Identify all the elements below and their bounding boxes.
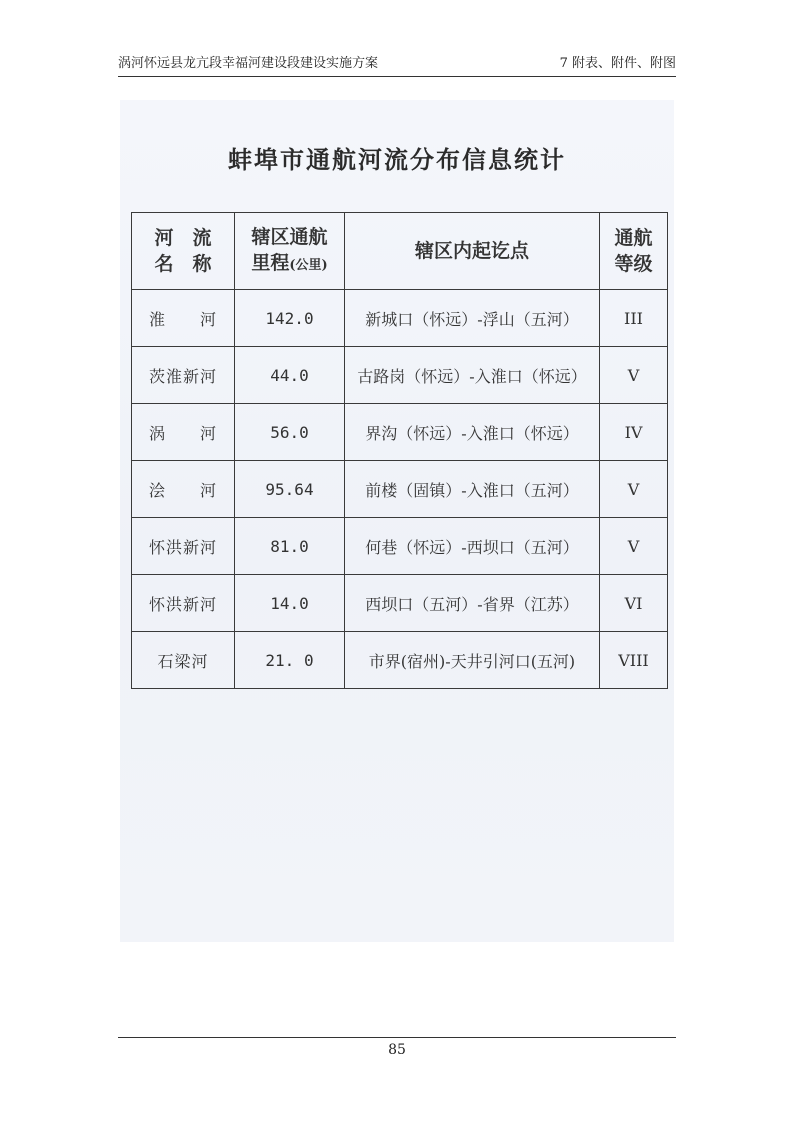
range-cell: 何巷（怀远）-西坝口（五河） bbox=[345, 518, 600, 575]
mileage-cell: 56.0 bbox=[235, 404, 345, 461]
mileage-cell: 81.0 bbox=[235, 518, 345, 575]
header-range: 辖区内起讫点 bbox=[345, 213, 600, 290]
river-table bbox=[131, 212, 668, 689]
table-title: 蚌埠市通航河流分布信息统计 bbox=[228, 145, 566, 174]
level-cell: V bbox=[600, 518, 668, 575]
header-mileage-line1: 辖区通航 bbox=[251, 225, 328, 248]
range-cell: 前楼（固镇）-入淮口（五河） bbox=[345, 461, 600, 518]
range-cell: 西坝口（五河）-省界（江苏） bbox=[345, 575, 600, 632]
mileage-cell: 21. 0 bbox=[235, 632, 345, 689]
header-section-title: 7 附表、附件、附图 bbox=[559, 56, 676, 71]
header-mileage-line2 bbox=[235, 250, 344, 279]
table-row bbox=[132, 518, 668, 575]
level-cell: V bbox=[600, 347, 668, 404]
table-row bbox=[132, 632, 668, 689]
range-cell: 市界(宿州)-天井引河口(五河) bbox=[345, 632, 600, 689]
mileage-cell: 14.0 bbox=[235, 575, 345, 632]
river-name-cell: 淮 河 bbox=[132, 290, 235, 347]
level-cell: V bbox=[600, 461, 668, 518]
table-row bbox=[132, 290, 668, 347]
header-mileage-word: 里程 bbox=[251, 251, 290, 274]
level-cell: III bbox=[600, 290, 668, 347]
header-river-name-line2: 名 称 bbox=[154, 253, 212, 275]
header-level bbox=[600, 213, 668, 290]
header-document-title: 涡河怀远县龙亢段幸福河建设段建设实施方案 bbox=[118, 56, 379, 71]
table-row bbox=[132, 575, 668, 632]
footer-divider bbox=[118, 1037, 676, 1038]
header-river-name-line1: 河 流 bbox=[154, 227, 212, 249]
header-level-line2: 等级 bbox=[614, 253, 653, 275]
mileage-cell: 44.0 bbox=[235, 347, 345, 404]
mileage-cell: 142.0 bbox=[235, 290, 345, 347]
river-name-cell: 怀洪新河 bbox=[132, 518, 235, 575]
table-row bbox=[132, 347, 668, 404]
page-number: 85 bbox=[388, 1042, 406, 1058]
mileage-cell: 95.64 bbox=[235, 461, 345, 518]
header-level-line1: 通航 bbox=[614, 227, 653, 249]
header-mileage bbox=[235, 213, 345, 290]
range-cell: 界沟（怀远）-入淮口（怀远） bbox=[345, 404, 600, 461]
table-row bbox=[132, 461, 668, 518]
range-cell: 古路岗（怀远）-入淮口（怀远） bbox=[345, 347, 600, 404]
scanned-table-image bbox=[120, 100, 674, 942]
river-name-cell: 涡 河 bbox=[132, 404, 235, 461]
level-cell: IV bbox=[600, 404, 668, 461]
table-row bbox=[132, 404, 668, 461]
range-cell: 新城口（怀远）-浮山（五河） bbox=[345, 290, 600, 347]
level-cell: VI bbox=[600, 575, 668, 632]
level-cell: VIII bbox=[600, 632, 668, 689]
river-name-cell: 浍 河 bbox=[132, 461, 235, 518]
river-name-cell: 石梁河 bbox=[132, 632, 235, 689]
river-name-cell: 茨淮新河 bbox=[132, 347, 235, 404]
header-mileage-unit: (公里) bbox=[289, 257, 328, 273]
table-header-row bbox=[132, 213, 668, 290]
page-header bbox=[118, 54, 676, 77]
river-name-cell: 怀洪新河 bbox=[132, 575, 235, 632]
header-river-name bbox=[132, 213, 235, 290]
